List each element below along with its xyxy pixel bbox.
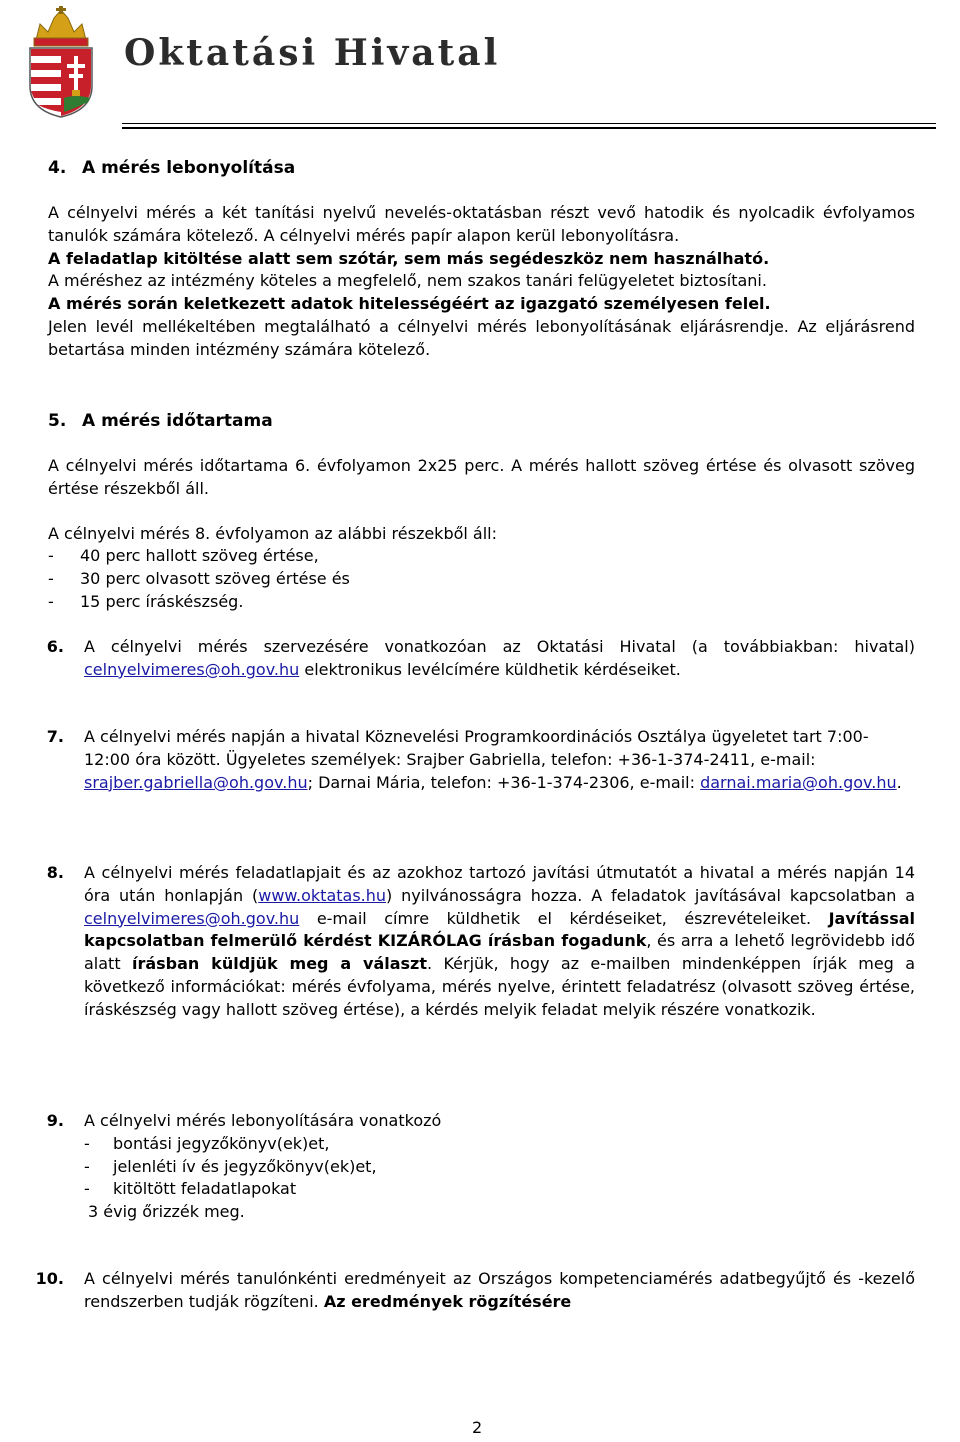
page-header <box>26 6 936 126</box>
section-title: A mérés lebonyolítása <box>82 158 296 178</box>
header-divider <box>122 123 936 124</box>
section-5-body <box>48 455 915 614</box>
section-number: 5. <box>48 411 67 431</box>
paragraph: Jelen levél mellékeltében megtalálható a célnyelvi mérés lebonyolításának eljárásrendje. Az eljárásrend betartása minden intézmény számára kötelező. <box>48 316 915 359</box>
section-10-body: A célnyelvi mérés tanulónkénti eredményeit az Országos kompetenciamérés adatbegyűjtő és -kezelő rendszerben tudják rögzíteni. Az eredmények rögzítésére <box>84 1269 915 1311</box>
section-7-number: 7. <box>46 727 64 746</box>
section-9-body <box>84 1110 915 1224</box>
section-9-number: 9. <box>46 1111 64 1130</box>
list-item: - jelenléti ív és jegyzőkönyv(ek)et, <box>84 1156 377 1176</box>
email-link[interactable]: srajber.gabriella@oh.gov.hu <box>84 772 308 792</box>
list-item: - 30 perc olvasott szöveg értése és <box>48 569 350 589</box>
email-link[interactable]: darnai.maria@oh.gov.hu <box>700 772 897 792</box>
paragraph: 3 évig őrizzék meg. <box>88 1202 245 1222</box>
section-4-body <box>48 202 915 362</box>
paragraph: A célnyelvi mérés 8. évfolyamon az alábbi részekből áll: <box>48 523 498 543</box>
header-divider-thick <box>122 127 936 129</box>
section-8-body: A célnyelvi mérés feladatlapjait és az azokhoz tartozó javítási útmutatót a hivatal a mérés napján 14 óra után honlapján (www.oktatas.hu) nyilvánosságra hozza. A feladatok javításával kapcsolatban a celnyelvimeres@oh.gov.hu e-mail címre küldhetik el kérdéseiket, észrevételeiket. Javítással kapcsolatban felmerülő kérdést KIZÁRÓLAG írásban fogadunk, és arra a lehető legrövidebb idő alatt írásban küldjük meg a választ. Kérjük, hogy az e-mailben mindenképpen írják meg a következő információkat: mérés évfolyama, mérés nyelve, érintett feladatrész (olvasott szöveg értése, íráskészség vagy hallott szöveg értése), a kérdés melyik feladat melyik részére vonatkozik. <box>84 863 916 1019</box>
website-link[interactable]: www.oktatas.hu <box>258 885 387 905</box>
list-item: - kitöltött feladatlapokat <box>84 1179 297 1199</box>
email-link[interactable]: celnyelvimeres@oh.gov.hu <box>84 659 300 679</box>
list-item: - 15 perc íráskészség. <box>48 591 244 611</box>
section-title: A mérés időtartama <box>82 411 273 431</box>
office-title: Oktatási Hivatal <box>124 32 501 74</box>
section-6-body: A célnyelvi mérés szervezésére vonatkozóan az Oktatási Hivatal (a továbbiakban: hivatal) celnyelvimeres@oh.gov.hu elektronikus levélcímére küldhetik kérdéseiket. <box>84 637 915 679</box>
paragraph: A méréshez az intézmény köteles a megfelelő, nem szakos tanári felügyeletet biztosítani. <box>48 271 767 291</box>
paragraph: A célnyelvi mérés a két tanítási nyelvű nevelés-oktatásban részt vevő hatodik és nyolcadik évfolyamos tanulók számára kötelező. A célnyelvi mérés papír alapon kerül lebonyolításra. <box>48 203 915 245</box>
section-number: 4. <box>48 158 67 178</box>
page-number: 2 <box>472 1418 483 1437</box>
section-10-number: 10. <box>35 1269 64 1288</box>
hungarian-coat-of-arms-icon <box>26 6 96 118</box>
paragraph-bold: A feladatlap kitöltése alatt sem szótár, sem más segédeszköz nem használható. <box>48 248 770 268</box>
section-6-number: 6. <box>46 637 64 656</box>
list-item: - 40 perc hallott szöveg értése, <box>48 546 319 566</box>
section-8-number: 8. <box>46 863 64 882</box>
list-item: - bontási jegyzőkönyv(ek)et, <box>84 1133 330 1153</box>
paragraph: A célnyelvi mérés lebonyolítására vonatkozó <box>84 1111 442 1130</box>
paragraph: A célnyelvi mérés időtartama 6. évfolyamon 2x25 perc. A mérés hallott szöveg értése és olvasott szöveg értése részekből áll. <box>48 456 915 498</box>
section-4-heading <box>48 157 295 179</box>
section-7-body: A célnyelvi mérés napján a hivatal Köznevelési Programkoordinációs Osztálya ügyeletet tart 7:00-12:00 óra között. Ügyeletes személyek: Srajber Gabriella, telefon: +36-1-374-2411, e-mail: srajber.gabriella@oh.gov.hu; Darnai Mária, telefon: +36-1-374-2306, e-mail: darnai.maria@oh.gov.hu. <box>84 727 902 792</box>
email-link[interactable]: celnyelvimeres@oh.gov.hu <box>84 908 300 928</box>
paragraph-bold: A mérés során keletkezett adatok hitelességéért az igazgató személyesen felel. <box>48 294 771 314</box>
section-5-heading <box>48 410 273 432</box>
